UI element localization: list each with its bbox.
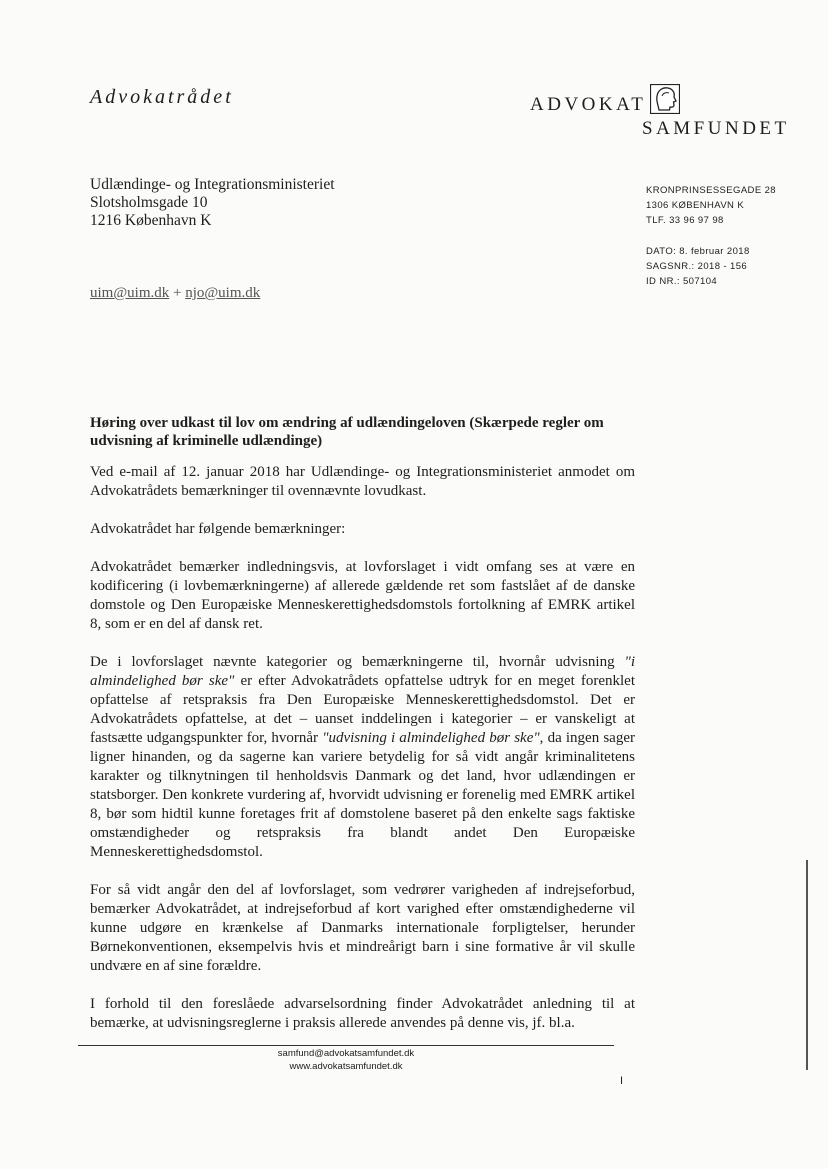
scan-edge-line — [806, 860, 808, 1070]
paragraph: I forhold til den foreslåede advarselsordning finder Advokatrådet anledning til at bemærke, at udvisningsreglerne i praksis allerede anvendes på denne vis, jf. bl.a. — [90, 996, 635, 1031]
page-mark: I — [620, 1075, 624, 1087]
quoted-phrase: "i almindelighed bør ske" — [90, 654, 635, 689]
email-link-uim[interactable]: uim@uim.dk — [90, 285, 170, 301]
recipient-line: Slotsholmsgade 10 — [90, 194, 208, 211]
logo-word-advokat: ADVOKAT — [530, 94, 647, 115]
text-run: er efter Advokatrådets opfattelse udtryk for en meget forenklet opfattelse af retspraksis fra Den Europæiske Menneskerettighedsdomstol. Det er Advokatrådets opfattelse, at det – uanset inddelingen i kategorier – er vanskeligt at fastsætte udgangspunkter for, hvornår — [90, 673, 635, 746]
paragraph — [90, 653, 635, 862]
paragraph: Ved e-mail af 12. januar 2018 har Udlændinge- og Integrationsministeriet anmodet om Advokatrådets bemærkninger til ovennævnte lovudkast. — [90, 464, 635, 499]
sender-phone: TLF. 33 96 97 98 — [646, 215, 724, 226]
paragraph: For så vidt angår den del af lovforslaget, som vedrører varigheden af indrejseforbud, bemærker Advokatrådet, at indrejseforbud af kort varighed efter omstændighederne vil kunne udgøre en krænkelse af Danmarks internationale forpligtelser, herunder Børnekonventionen, eksempelvis hvis et mindreårigt barn i sine formative år vil skulle undvære en af sine forældre. — [90, 882, 635, 974]
case-number: SAGSNR.: 2018 - 156 — [646, 261, 748, 272]
spacer — [646, 228, 776, 244]
email-link-njo[interactable]: njo@uim.dk — [185, 285, 261, 301]
logo-word-samfundet: SAMFUNDET — [642, 118, 790, 139]
recipient-address — [90, 176, 335, 230]
recipient-line: 1216 København K — [90, 212, 212, 229]
letter-date: DATO: 8. februar 2018 — [646, 246, 750, 257]
recipient-line: Udlændinge- og Integrationsministeriet — [90, 176, 335, 193]
footer-divider — [78, 1045, 614, 1046]
footer-email[interactable]: samfund@advokatsamfundet.dk — [277, 1048, 415, 1059]
paragraph: Advokatrådet har følgende bemærkninger: — [90, 521, 346, 537]
letter-body — [90, 463, 635, 1052]
advokatsamfundet-logo — [530, 82, 790, 142]
recipient-emails — [90, 285, 260, 302]
sender-street: KRONPRINSESSEGADE 28 — [646, 185, 776, 196]
quoted-phrase: "udvisning i almindelighed bør ske" — [322, 730, 540, 746]
text-run: De i lovforslaget nævnte kategorier og bemærkningerne til, hvornår udvisning — [90, 654, 625, 670]
sender-info — [646, 183, 776, 289]
text-run: , da ingen sager ligner hinanden, og da sagerne kan variere betydelig for så vidt angår kriminalitetens karakter og tilknytningen til henholdsvis Danmark og det land, hvor udlændingen er statsborger. Den konkrete vurdering af, hvorvidt udvisning er forenelig med EMRK artikel 8, bør som hidtil kunne foretages frit af domstolene baseret på den enkelte sags faktiske omstændigheder og retspraksis fra blandt andet Den Europæiske Menneskerettighedsdomstol. — [90, 730, 635, 860]
council-name: Advokatrådet — [90, 86, 234, 108]
email-separator: + — [169, 285, 186, 301]
sender-city: 1306 KØBENHAVN K — [646, 200, 745, 211]
id-number: ID NR.: 507104 — [646, 276, 718, 287]
paragraph: Advokatrådet bemærker indledningsvis, at lovforslaget i vidt omfang ses at være en kodificering (i lovbemærkningerne) af allerede gældende ret som fastslået af de danske domstole og Den Europæiske Menneskerettighedsdomstols fortolkning af EMRK artikel 8, som er en del af dansk ret. — [90, 559, 635, 632]
letter-subject: Høring over udkast til lov om ændring af udlændingeloven (Skærpede regler om udvisning af kriminelle udlændinge) — [90, 415, 604, 449]
footer — [78, 1047, 614, 1073]
footer-website[interactable]: www.advokatsamfundet.dk — [289, 1061, 403, 1072]
profile-head-icon — [650, 84, 680, 114]
